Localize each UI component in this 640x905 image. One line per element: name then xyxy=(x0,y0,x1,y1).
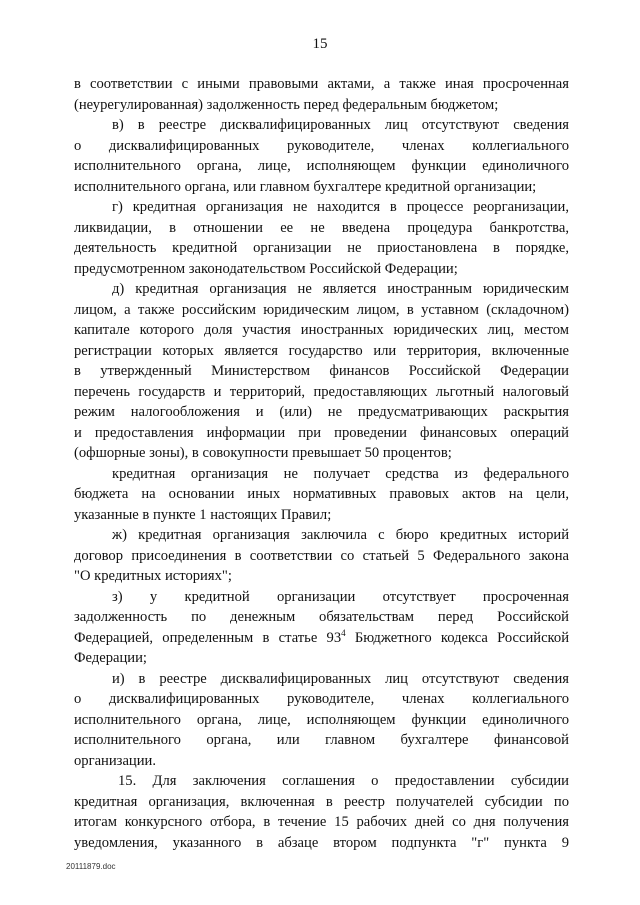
text-fragment: Федерацией, определенным в статье 93 xyxy=(74,629,342,646)
text-line: указанные в пункте 1 настоящих Правил; xyxy=(74,506,332,523)
text-line: перечень государств и территорий, предоставляющих льготный налоговый xyxy=(74,383,569,400)
text-fragment: Бюджетного кодекса Российской xyxy=(345,629,569,646)
text-line: з) у кредитной организации отсутствует просроченная xyxy=(112,588,569,605)
text-line: 15. Для заключения соглашения о предоставлении субсидии xyxy=(118,773,569,789)
text-line: в соответствии с иными правовыми актами, а также иная просроченная xyxy=(74,76,569,92)
text-line: итогам конкурсного отбора, в течение 15 рабочих дней со дня получения xyxy=(74,814,569,830)
text-line: бюджета на основании иных нормативных правовых актов на цели, xyxy=(74,486,569,502)
page-number: 15 xyxy=(312,36,328,52)
text-line: ликвидации, в отношении ее не введена процедура банкротства, xyxy=(74,219,569,236)
text-line: (неурегулированная) задолженность перед федеральным бюджетом; xyxy=(74,96,499,113)
text-line: "О кредитных историях"; xyxy=(74,568,232,584)
text-line: в утвержденный Министерством финансов Российской Федерации xyxy=(74,363,569,379)
superscript: 4 xyxy=(341,627,346,638)
text-line xyxy=(74,628,569,649)
text-line: и предоставления информации при проведении финансовых операций xyxy=(74,424,569,441)
text-line: ж) кредитная организация заключила с бюро кредитных историй xyxy=(112,527,569,543)
text-line: исполнительного органа, лице, исполняющем функции единоличного xyxy=(74,711,569,728)
text-line: задолженность по денежным обязательствам перед Российской xyxy=(74,609,569,625)
text-line: г) кредитная организация не находится в процессе реорганизации, xyxy=(112,199,569,215)
text-line: кредитная организация, включенная в реестр получателей субсидии по xyxy=(74,793,569,810)
text-line: Федерации; xyxy=(74,650,147,666)
text-line: кредитная организация не получает средства из федерального xyxy=(112,465,569,482)
text-line: и) в реестре дисквалифицированных лиц отсутствуют сведения xyxy=(112,670,569,687)
text-line: о дисквалифицированных руководителе, членах коллегиального xyxy=(74,137,569,154)
text-line: договор присоединения в соответствии со статьей 5 Федерального закона xyxy=(74,547,569,564)
text-line: деятельность кредитной организации не приостановлена в порядке, xyxy=(74,240,569,256)
text-line: капитале которого доля участия иностранных юридических лиц, местом xyxy=(74,322,569,338)
text-line: исполнительного органа, или главном бухгалтере кредитной организации; xyxy=(74,178,537,195)
text-line: исполнительного органа, лице, исполняющем функции единоличного xyxy=(74,158,569,174)
text-line: организации. xyxy=(74,752,156,769)
text-line: регистрации которых является государство или территория, включенные xyxy=(74,342,569,359)
text-line: уведомления, указанного в абзаце втором подпункта "г" пункта 9 xyxy=(74,834,569,851)
text-line: о дисквалифицированных руководителе, членах коллегиального xyxy=(74,691,569,707)
text-line: д) кредитная организация не является иностранным юридическим xyxy=(112,281,569,297)
text-line: (офшорные зоны), в совокупности превышает 50 процентов; xyxy=(74,445,452,461)
document-body xyxy=(74,74,569,853)
text-line: предусмотренном законодательством Российской Федерации; xyxy=(74,260,458,277)
text-line: исполнительного органа, или главном бухгалтере финансовой xyxy=(74,732,569,748)
text-line: режим налогообложения и (или) не предусматривающих раскрытия xyxy=(74,404,569,420)
text-line: в) в реестре дисквалифицированных лиц отсутствуют сведения xyxy=(112,117,569,133)
file-name-footer: 20111879.doc xyxy=(66,862,116,871)
text-line: лицом, а также российским юридическим лицом, в уставном (складочном) xyxy=(74,301,569,318)
